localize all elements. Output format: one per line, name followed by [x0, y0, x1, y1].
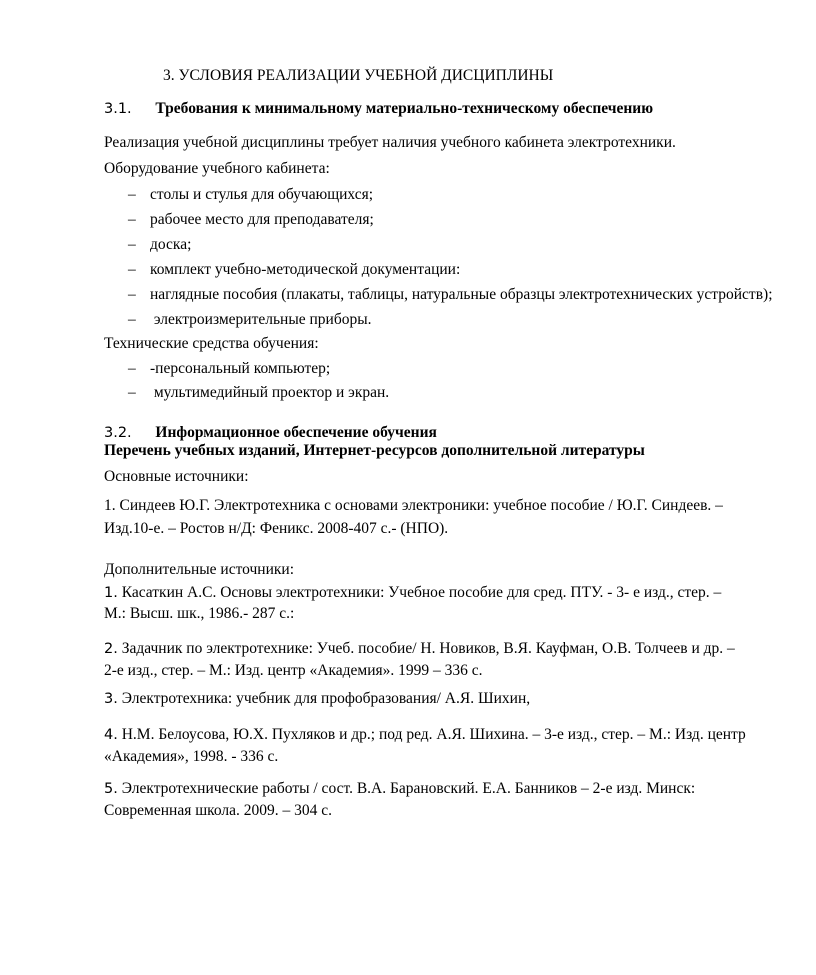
additional-sources-label: Дополнительные источники:: [104, 561, 295, 578]
list-item: – столы и стулья для обучающихся;: [128, 186, 374, 203]
bullet-dash: –: [128, 186, 136, 203]
bullet-dash: –: [128, 286, 136, 303]
section-title: Требования к минимальному материально-техническому обеспечению: [155, 100, 654, 117]
reference-line: 5. Электротехнические работы / сост. В.А. Барановский. Е.А. Банников – 2-е изд. Минск:: [104, 780, 696, 797]
tech-label: Технические средства обучения:: [104, 335, 319, 352]
reference-number: 5.: [104, 781, 118, 797]
reference-number: 4.: [104, 727, 118, 743]
bullet-dash: –: [128, 384, 136, 401]
reference-line: «Академия», 1998. - 336 с.: [104, 748, 279, 765]
reference-line: 1. Синдеев Ю.Г. Электротехника с основами электроники: учебное пособие / Ю.Г. Синдеев. –: [104, 497, 723, 514]
section-number: 3.2.: [104, 425, 132, 441]
equipment-label: Оборудование учебного кабинета:: [104, 160, 330, 177]
section-heading-3-1: [104, 101, 653, 117]
reference-number: 3.: [104, 691, 118, 707]
reference-line: Современная школа. 2009. – 304 с.: [104, 802, 333, 819]
section-title: Информационное обеспечение обучения: [155, 424, 437, 441]
reference-number: 2.: [104, 641, 118, 657]
list-item: – доска;: [128, 236, 192, 253]
bullet-dash: –: [128, 360, 136, 377]
reference-line: 4. Н.М. Белоусова, Ю.Х. Пухляков и др.; под ред. А.Я. Шихина. – 3-е изд., стер. – М.: Изд. центр: [104, 726, 746, 743]
section-subheading: Перечень учебных изданий, Интернет-ресурсов дополнительной литературы: [104, 442, 645, 459]
main-sources-label: Основные источники:: [104, 468, 249, 485]
bullet-dash: –: [128, 211, 136, 228]
reference-line: 1. Касаткин А.С. Основы электротехники: Учебное пособие для сред. ПТУ. - 3- е изд., стер. –: [104, 584, 722, 601]
reference-line: 2. Задачник по электротехнике: Учеб. пособие/ Н. Новиков, В.Я. Кауфман, О.В. Толчеев и др. –: [104, 640, 735, 657]
reference-line: 2-е изд., стер. – М.: Изд. центр «Академия». 1999 – 336 с.: [104, 662, 483, 679]
list-item: – мультимедийный проектор и экран.: [128, 384, 390, 401]
reference-line: 3. Электротехника: учебник для профобразования/ А.Я. Шихин,: [104, 690, 531, 707]
list-item: – рабочее место для преподавателя;: [128, 211, 374, 228]
paragraph-intro: Реализация учебной дисциплины требует наличия учебного кабинета электротехники.: [104, 134, 676, 151]
bullet-dash: –: [128, 311, 136, 328]
section-number: 3.1.: [104, 101, 132, 117]
bullet-dash: –: [128, 261, 136, 278]
list-item: – -персональный компьютер;: [128, 360, 331, 377]
reference-line: М.: Высш. шк., 1986.- 287 с.:: [104, 605, 295, 622]
section-heading-3-2: [104, 425, 437, 441]
document-title: 3. УСЛОВИЯ РЕАЛИЗАЦИИ УЧЕБНОЙ ДИСЦИПЛИНЫ: [163, 67, 554, 84]
list-item: – наглядные пособия (плакаты, таблицы, натуральные образцы электротехнических устройств);: [128, 286, 773, 303]
bullet-dash: –: [128, 236, 136, 253]
list-item: – комплект учебно-методической документации:: [128, 261, 461, 278]
reference-line: Изд.10-е. – Ростов н/Д: Феникс. 2008-407 с.- (НПО).: [104, 520, 449, 537]
list-item: – электроизмерительные приборы.: [128, 311, 372, 328]
reference-number: 1.: [104, 585, 118, 601]
